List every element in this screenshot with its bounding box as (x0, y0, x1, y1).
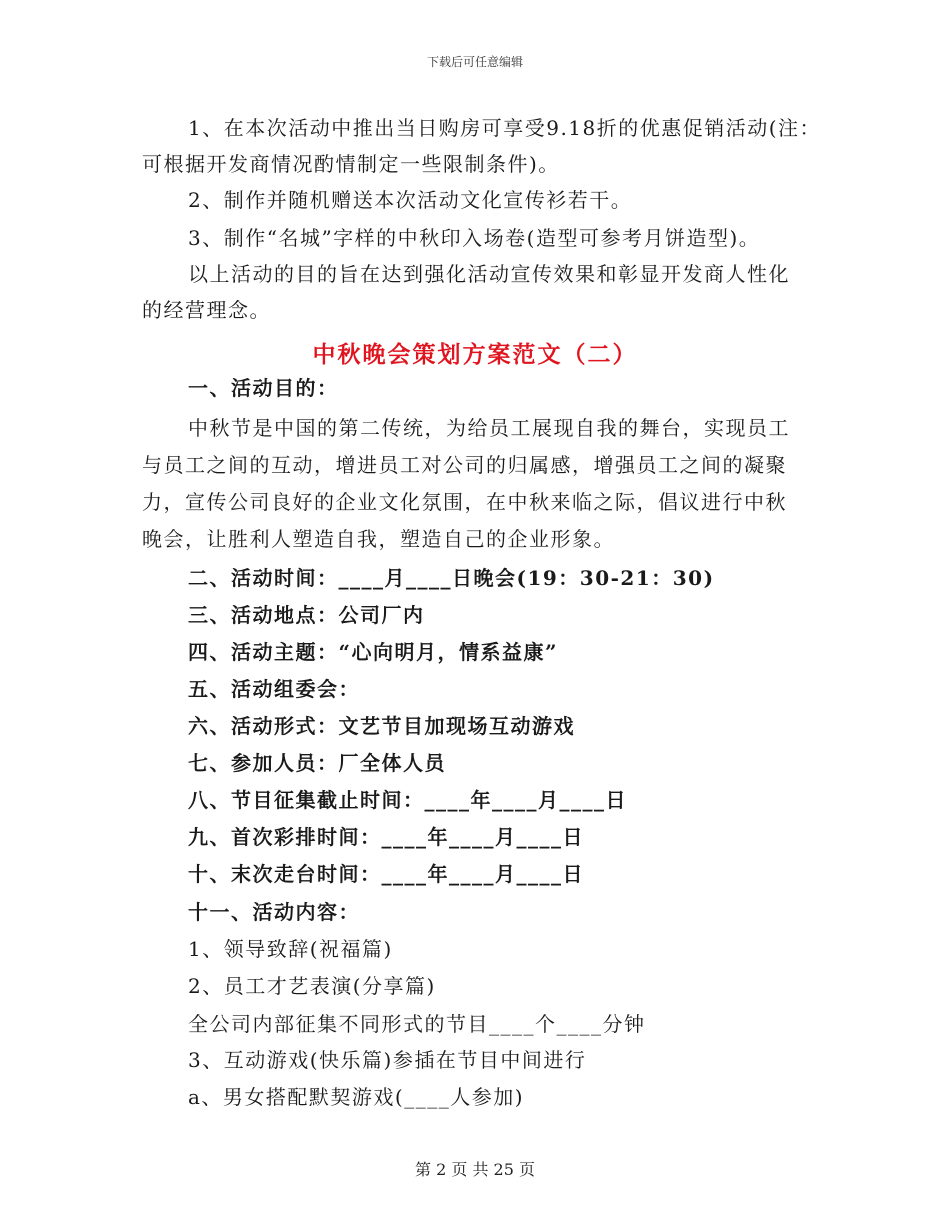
paragraph-line: 2、制作并随机赠送本次活动文化宣传衫若干。 (188, 188, 633, 212)
page-footer: 第 2 页 共 25 页 (415, 1160, 535, 1179)
heading-final-rehearsal: 十、末次走台时间：____年____月____日 (188, 862, 584, 886)
paragraph-line: 3、制作“名城”字样的中秋印入场卷(造型可参考月饼造型)。 (188, 226, 761, 250)
heading-committee: 五、活动组委会： (188, 677, 360, 701)
paragraph-line: 全公司内部征集不同形式的节目____个____分钟 (188, 1012, 646, 1036)
heading-theme: 四、活动主题：“心向明月，情系益康” (188, 640, 559, 664)
section-title: 中秋晚会策划方案范文（二） (312, 342, 638, 368)
heading-first-rehearsal: 九、首次彩排时间：____年____月____日 (188, 825, 584, 849)
paragraph-line: 1、在本次活动中推出当日购房可享受9.18折的优惠促销活动(注： (188, 116, 822, 140)
page-header: 下载后可任意编辑 (426, 55, 523, 69)
list-item: 3、互动游戏(快乐篇)参插在节目中间进行 (188, 1048, 587, 1072)
heading-time: 二、活动时间：____月____日晚会(19：30-21：30) (188, 566, 715, 590)
paragraph-line: 中秋节是中国的第二传统，为给员工展现自我的舞台，实现员工 (188, 416, 790, 440)
list-item: 2、员工才艺表演(分享篇) (188, 974, 436, 998)
heading-format: 六、活动形式：文艺节目加现场互动游戏 (188, 714, 575, 738)
paragraph-line: 以上活动的目的旨在达到强化活动宣传效果和彰显开发商人性化 (188, 262, 790, 286)
paragraph-line: 与员工之间的互动，增进员工对公司的归属感，增强员工之间的凝聚 (142, 453, 787, 477)
paragraph-line: 力，宣传公司良好的企业文化氛围，在中秋来临之际，倡议进行中秋 (142, 490, 787, 514)
paragraph-line: 的经营理念。 (142, 298, 271, 322)
list-item: 1、领导致辞(祝福篇) (188, 937, 393, 961)
heading-purpose: 一、活动目的： (188, 376, 339, 400)
list-item: a、男女搭配默契游戏(____人参加) (188, 1085, 525, 1109)
heading-participants: 七、参加人员：厂全体人员 (188, 751, 446, 775)
heading-content: 十一、活动内容： (188, 900, 360, 924)
paragraph-line: 晚会，让胜利人塑造自我，塑造自己的企业形象。 (142, 527, 615, 551)
heading-deadline: 八、节目征集截止时间：____年____月____日 (188, 788, 627, 812)
paragraph-line: 可根据开发商情况酌情制定一些限制条件)。 (142, 152, 560, 176)
heading-location: 三、活动地点：公司厂内 (188, 603, 425, 627)
